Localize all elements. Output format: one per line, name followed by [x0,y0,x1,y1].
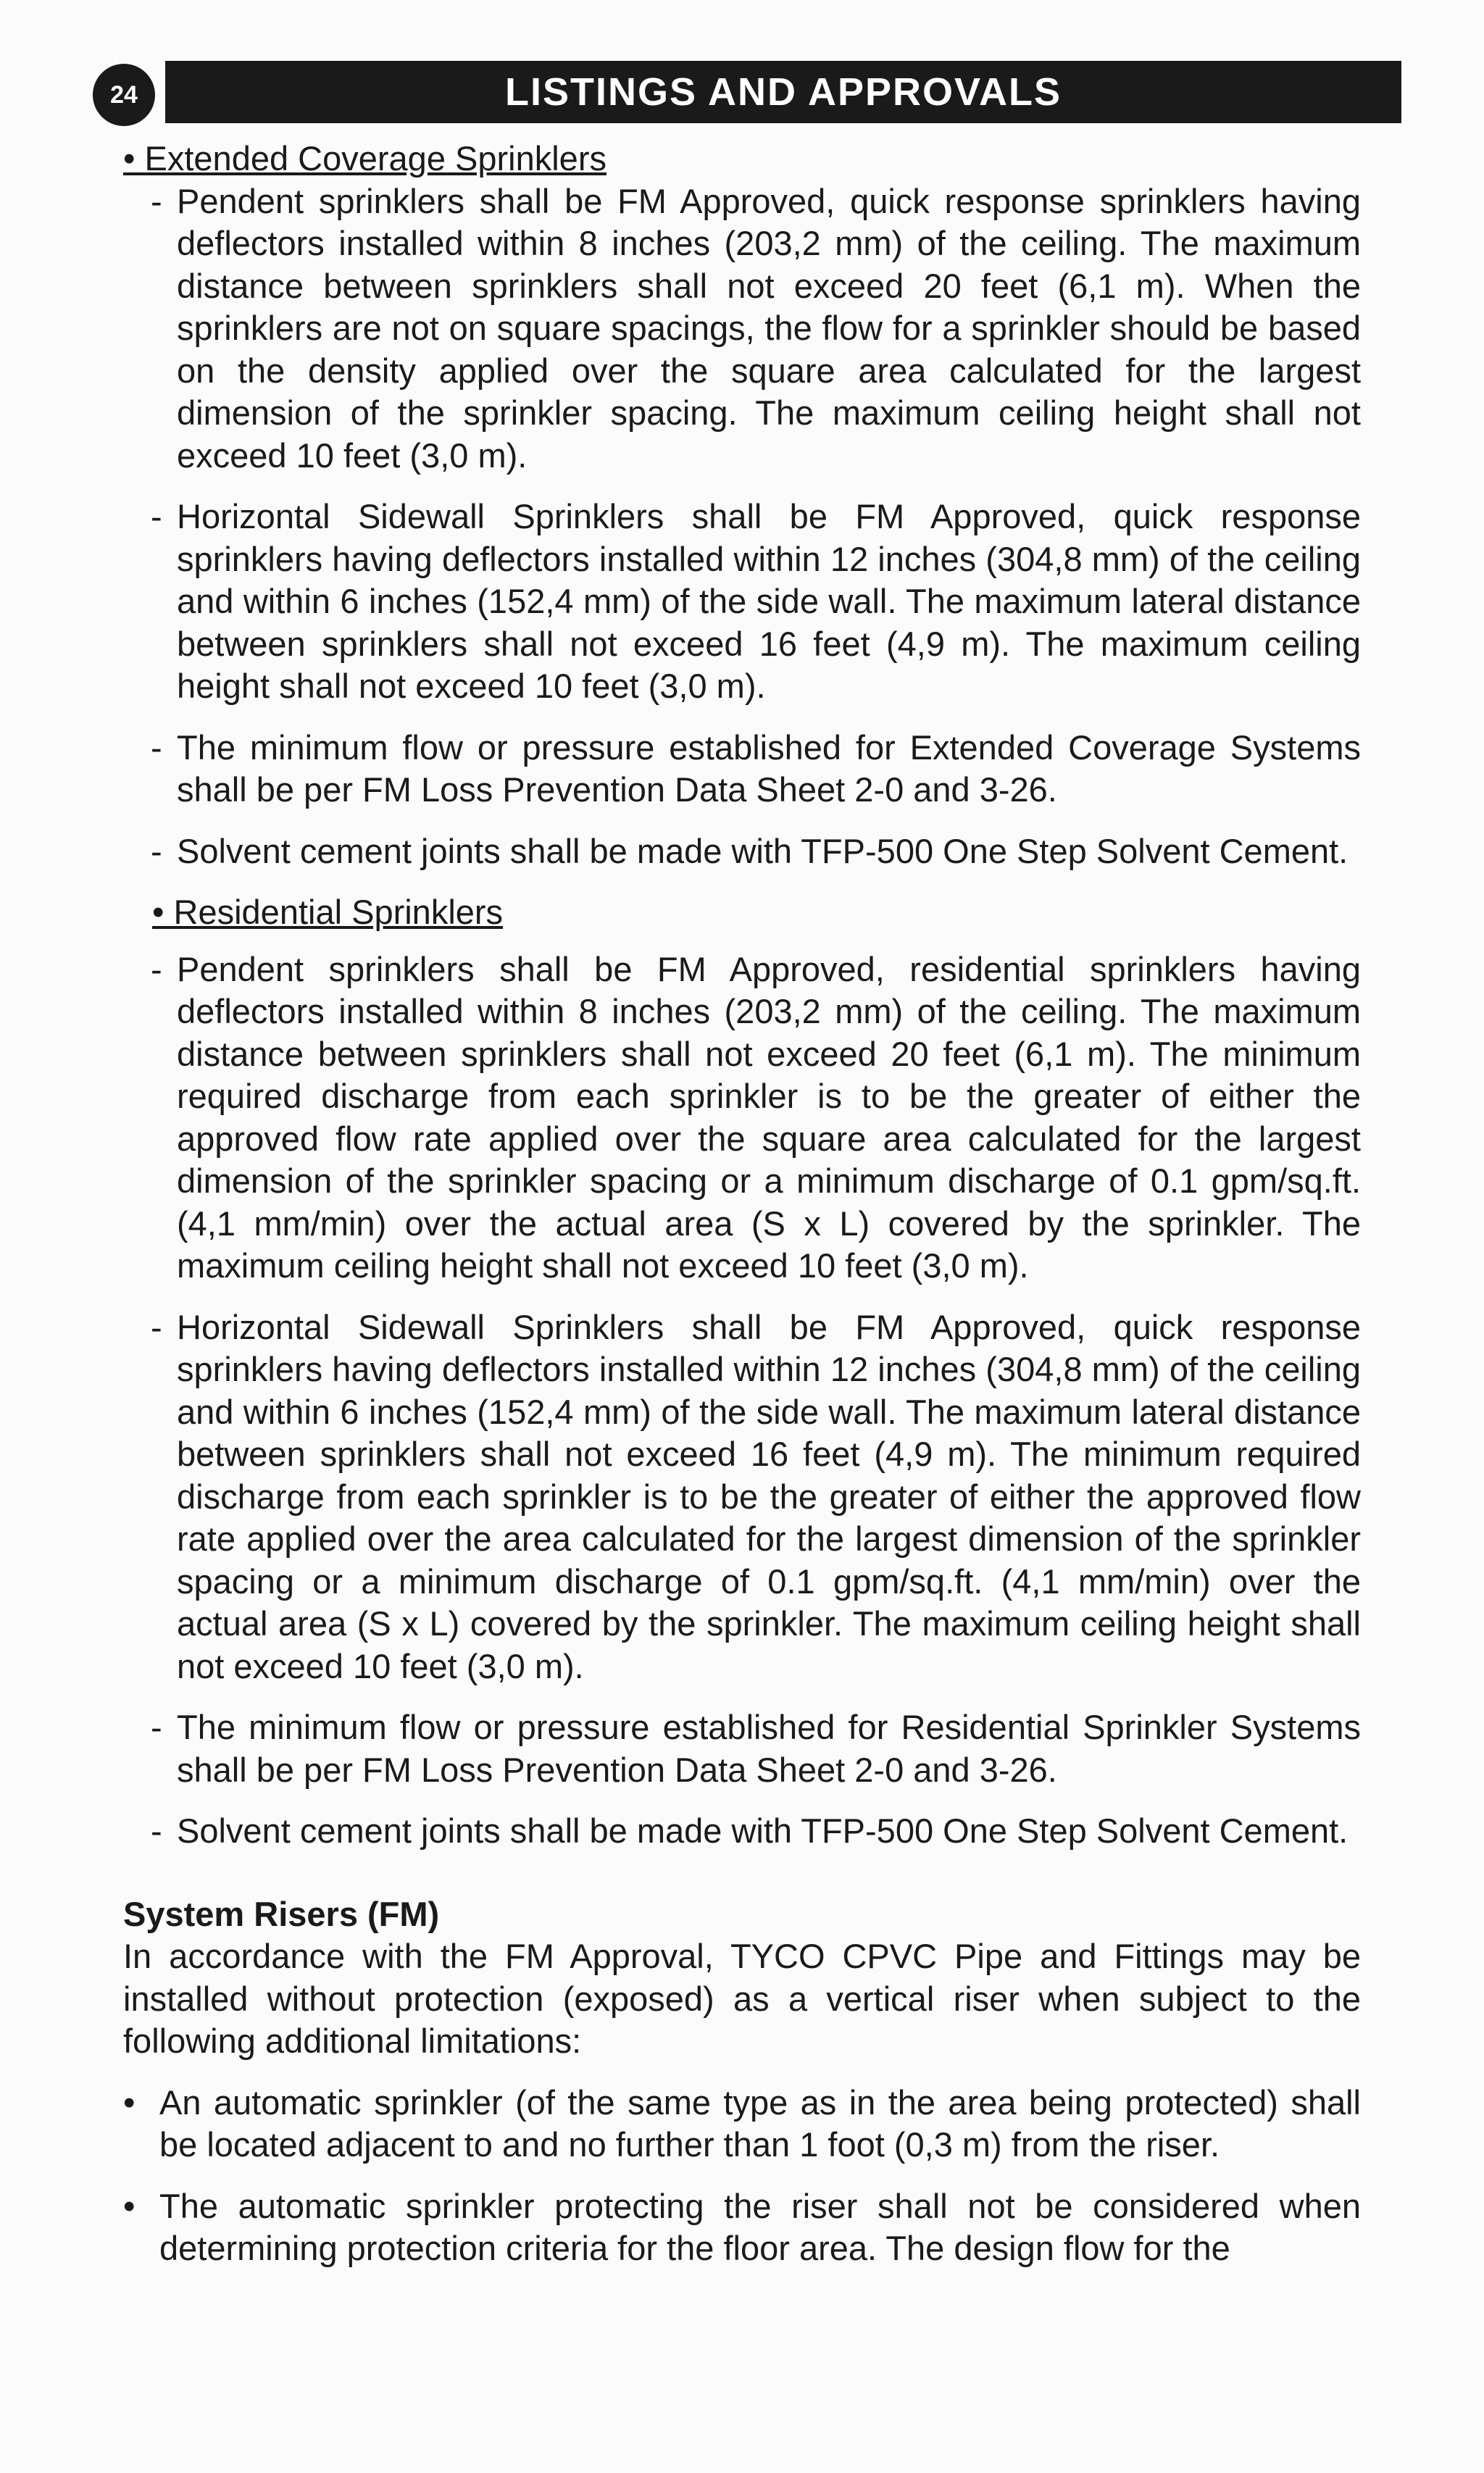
dash-marker: - [151,949,162,988]
item-text: Pendent sprinklers shall be FM Approved, residential sprinklers having deflectors installed within 8 inches (203,2 mm) of the ceiling. The maximum distance between sprinklers shall not exceed 20 feet (6,1 m). The minimum required discharge from each sprinkler is to be the greater of either the approved flow rate applied over the square area calculated for the largest dimension of the sprinkler spacing or a minimum discharge of 0.1 gpm/sq.ft. (4,1 mm/min) over the actual area (S x L) covered by the sprinkler. The maximum ceiling height shall not exceed 10 feet (3,0 m). [177,949,1361,1285]
residential-item-cement [123,1810,1361,1853]
residential-item-pendent [123,948,1361,1288]
item-text: Horizontal Sidewall Sprinklers shall be FM Approved, quick response sprinklers having deflectors installed within 12 inches (304,8 mm) of the ceiling and within 6 inches (152,4 mm) of the side wall. The maximum lateral distance between sprinklers shall not exceed 16 feet (4,9 m). The minimum required discharge from each sprinkler is to be the greater of either the approved flow rate applied over the area calculated for the largest dimension of the sprinkler spacing or a minimum discharge of 0.1 gpm/sq.ft. (4,1 mm/min) over the actual area (S x L) covered by the sprinkler. The maximum ceiling height shall not exceed 10 feet (3,0 m). [177,1307,1361,1685]
bullet-marker: • [123,2186,136,2225]
dash-marker: - [151,831,162,870]
item-text: The minimum flow or pressure established for Extended Coverage Systems shall be per FM Loss Prevention Data Sheet 2-0 and 3-26. [177,727,1361,809]
dash-marker: - [151,727,162,767]
system-risers-intro: In accordance with the FM Approval, TYCO CPVC Pipe and Fittings may be installed without protection (exposed) as a vertical riser when subject to the following additional limitations: [123,1937,1361,2060]
item-text: Solvent cement joints shall be made with TFP-500 One Step Solvent Cement. [177,831,1348,870]
page-header-title: LISTINGS AND APPROVALS [165,61,1401,123]
bullet-marker: • [123,2082,136,2122]
extended-item-sidewall [123,496,1361,708]
dash-marker: - [151,1708,162,1746]
item-text: Pendent sprinklers shall be FM Approved, quick response sprinklers having deflectors installed within 8 inches (203,2 mm) of the ceiling. The maximum distance between sprinklers shall not exceed 20 feet (6,1 m). When the sprinklers are not on square spacings, the flow for a sprinkler should be based on the density applied over the square area calculated for the largest dimension of the sprinkler spacing. The maximum ceiling height shall not exceed 10 feet (3,0 m). [177,181,1361,475]
residential-heading: • Residential Sprinklers [152,893,504,931]
dash-marker: - [151,181,162,220]
item-text: Solvent cement joints shall be made with TFP-500 One Step Solvent Cement. [177,1811,1348,1850]
dash-marker: - [151,497,162,535]
page-number-badge: 24 [93,64,155,126]
residential-item-flow [123,1706,1361,1791]
system-risers-title: System Risers (FM) [123,1894,440,1933]
dash-marker: - [151,1307,162,1346]
extended-item-flow [123,727,1361,812]
bullet-text: An automatic sprinkler (of the same type as in the area being protected) shall be located adjacent to and no further than 1 foot (0,3 m) from the riser. [159,2082,1361,2164]
extended-coverage-heading: • Extended Coverage Sprinklers [123,139,606,178]
item-text: Horizontal Sidewall Sprinklers shall be FM Approved, quick response sprinklers having deflectors installed within 12 inches (304,8 mm) of the ceiling and within 6 inches (152,4 mm) of the side wall. The maximum lateral distance between sprinklers shall not exceed 16 feet (4,9 m). The maximum ceiling height shall not exceed 10 feet (3,0 m). [177,497,1361,705]
bullet-text: The automatic sprinkler protecting the riser shall not be considered when determining protection criteria for the floor area. The design flow for the [159,2186,1361,2267]
extended-item-pendent [123,180,1361,477]
riser-bullet-protection-criteria [123,2185,1361,2270]
dash-marker: - [151,1811,162,1850]
document-body [123,138,1361,2289]
extended-item-cement [123,830,1361,873]
residential-item-sidewall [123,1306,1361,1688]
item-text: The minimum flow or pressure established for Residential Sprinkler Systems shall be per FM Loss Prevention Data Sheet 2-0 and 3-26. [177,1708,1361,1789]
riser-bullet-sprinkler-location [123,2082,1361,2167]
